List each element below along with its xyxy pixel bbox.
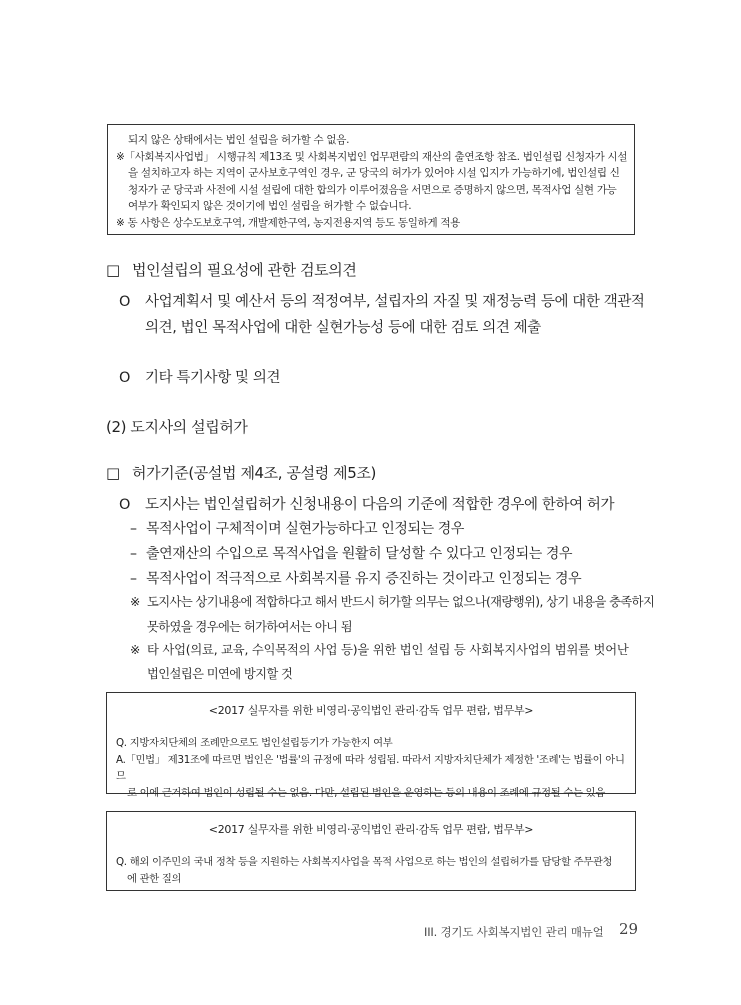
section2-note2-line2: 법인설립은 미연에 방지할 것 — [147, 667, 293, 681]
section1-item1-line2: 의견, 법인 목적사업에 대한 실현가능성 등에 대한 검토 의견 제출 — [145, 320, 541, 336]
note-line: 청자가 군 당국과 사전에 시설 설립에 대한 합의가 이루어졌음을 서면으로 증명하지 않으면, 목적사업 실현 가능 — [128, 183, 617, 196]
dash-bullet-icon: – — [130, 546, 137, 562]
reference-box-1 — [106, 692, 636, 799]
section2-note1-line1: ※ 도지사는 상기내용에 적합하다고 해서 반드시 허가할 의무는 없으나(재량행위), 상기 내용을 충족하지 — [130, 595, 655, 609]
square-bullet-icon: □ — [106, 261, 120, 279]
note-mark-icon: ※ — [130, 595, 140, 609]
section1-item1-line1: O 사업계획서 및 예산서 등의 적정여부, 설립자의 자질 및 재정능력 등에 대한 객관적 — [119, 294, 645, 310]
page-number: 29 — [619, 920, 639, 938]
note-box-top — [107, 124, 635, 235]
note-line: 되지 않은 상태에서는 법인 설립을 허가할 수 없음. — [128, 134, 350, 146]
note-line: 을 설치하고자 하는 지역이 군사보호구역인 경우, 군 당국의 허가가 있어야 시설 입지가 가능하기에, 법인설립 신 — [128, 167, 620, 179]
question-line: Q. 해외 이주민의 국내 정착 등을 지원하는 사회복지사업을 목적 사업으로 하는 법인의 설립허가를 담당할 주무관청 — [116, 856, 613, 868]
note-box-top-text — [116, 132, 630, 231]
answer-line: A.「민법」 제31조에 따르면 법인은 '법률'의 규정에 따라 성립됨. 따라서 지방자치단체가 제정한 '조례'는 법률이 아니므 — [116, 753, 625, 782]
reference-box-2-body — [116, 854, 630, 887]
circle-bullet-icon: O — [119, 497, 131, 513]
subsection-heading: (2) 도지사의 설립허가 — [106, 418, 248, 436]
section2-dash3: – 목적사업이 적극적으로 사회복지를 유지 증진하는 것이라고 인정되는 경우 — [130, 571, 582, 587]
circle-bullet-icon: O — [119, 370, 131, 386]
section2-item: O 도지사는 법인설립허가 신청내용이 다음의 기준에 적합한 경우에 한하여 허가 — [119, 497, 615, 513]
section2-note2-line1: ※ 타 사업(의료, 교육, 수익목적의 사업 등)을 위한 법인 설립 등 사회복지사업의 범위를 벗어난 — [130, 643, 629, 657]
circle-bullet-icon: O — [119, 294, 131, 310]
footer-chapter: III. 경기도 사회복지법인 관리 매뉴얼 — [424, 925, 604, 939]
dash-bullet-icon: – — [130, 521, 137, 537]
section1-item2: O 기타 특기사항 및 의견 — [119, 370, 281, 386]
section2-note1-line2: 못하였을 경우에는 허가하여서는 아니 됨 — [147, 620, 352, 634]
question-line: 에 관한 질의 — [127, 872, 182, 885]
note-line: ※「사회복지사업법」 시행규칙 제13조 및 사회복지법인 업무편람의 재산의 출연조항 참조. 법인설립 신청자가 시설 — [116, 150, 628, 163]
dash-bullet-icon: – — [130, 571, 137, 587]
question-line: Q. 지방자치단체의 조례만으로도 법인설립등기가 가능한지 여부 — [116, 737, 393, 749]
reference-box-1-body — [116, 735, 630, 801]
reference-box-2 — [106, 811, 636, 891]
section2-dash1: – 목적사업이 구체적이며 실현가능하다고 인정되는 경우 — [130, 521, 465, 537]
note-line: 여부가 확인되지 않은 것이기에 법인 설립을 허가할 수 없습니다. — [128, 200, 412, 212]
square-bullet-icon: □ — [106, 464, 120, 482]
section1-heading: □ 법인설립의 필요성에 관한 검토의견 — [106, 261, 357, 279]
section2-dash2: – 출연재산의 수입으로 목적사업을 원활히 달성할 수 있다고 인정되는 경우 — [130, 546, 573, 562]
note-mark-icon: ※ — [130, 643, 141, 657]
reference-box-1-title: <2017 실무자를 위한 비영리·공익법인 관리·감독 업무 편람, 법무부> — [208, 704, 534, 717]
section2-heading: □ 허가기준(공설법 제4조, 공설령 제5조) — [106, 464, 376, 482]
reference-box-2-title: <2017 실무자를 위한 비영리·공익법인 관리·감독 업무 편람, 법무부> — [208, 823, 534, 836]
note-line: ※ 동 사항은 상수도보호구역, 개발제한구역, 농지전용지역 등도 동일하게 적용 — [116, 216, 461, 229]
answer-line: 로 이에 근거하여 법인이 성립될 수는 없음. 다만, 설립된 법인을 운영하는 등의 내용이 조례에 규정될 수는 있음 — [127, 786, 605, 799]
